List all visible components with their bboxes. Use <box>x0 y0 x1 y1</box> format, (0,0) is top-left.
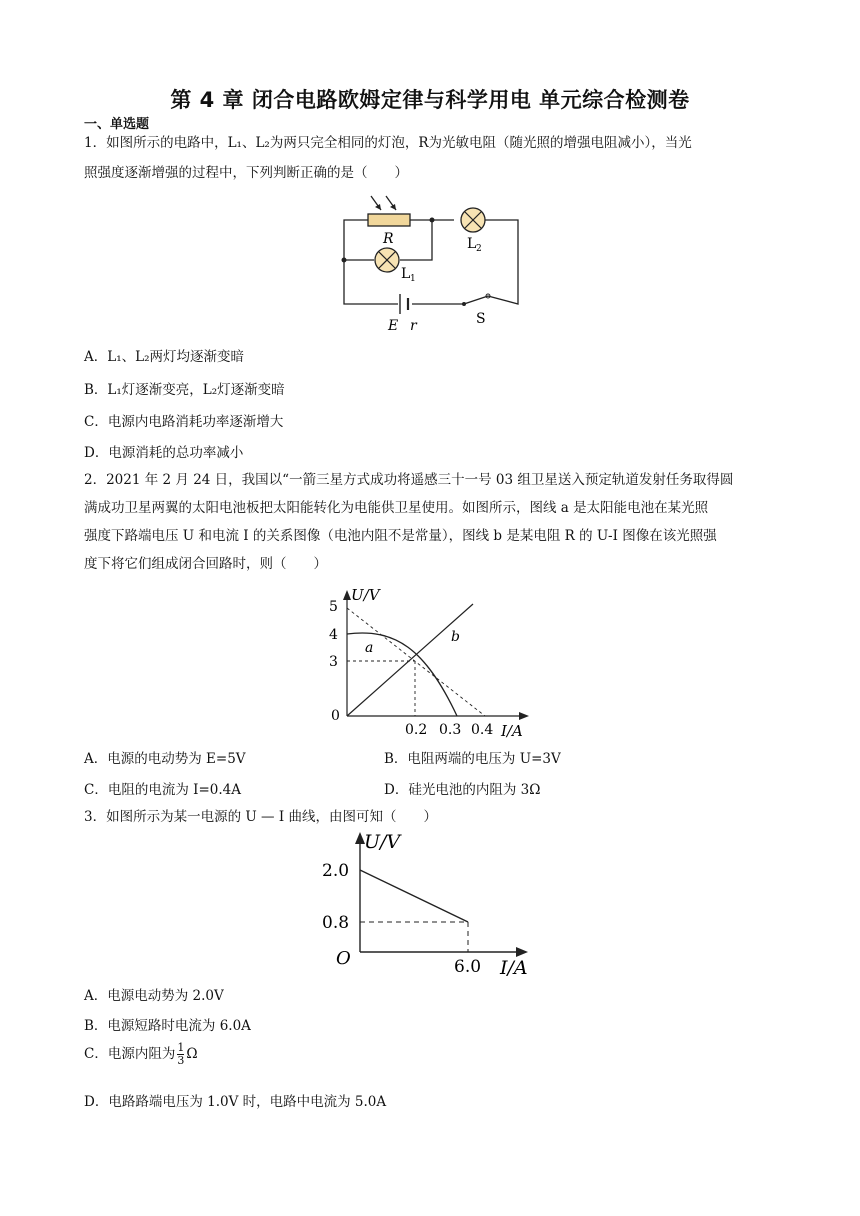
q2-x-axis-label: I/A <box>501 722 523 740</box>
fraction-numerator: 1 <box>177 1041 185 1054</box>
label-l1: L <box>401 266 411 282</box>
lamp-l1-icon <box>375 248 399 272</box>
q2-stem-line4: 度下将它们组成闭合回路时，则（ ） <box>84 556 327 572</box>
q3-option-c-unit: Ω <box>186 1046 198 1062</box>
fraction-denominator: 3 <box>177 1054 185 1067</box>
q3-ui-graph <box>318 828 548 978</box>
label-e: E <box>388 318 399 334</box>
label-l2: L <box>467 236 477 252</box>
photoresistor <box>368 214 410 226</box>
q2-stem-line1: 2．2021 年 2 月 24 日，我国以“一箭三星方式成功将遥感三十一号 03 组卫星送入预定轨道发射任务取得圆 <box>84 472 734 488</box>
q2-x-tick-04: 0.4 <box>471 722 494 738</box>
q3-origin-label: O <box>336 948 351 969</box>
q2-y-tick-4: 4 <box>329 627 338 643</box>
label-l1-sub: 1 <box>410 274 416 284</box>
q3-y-tick-20: 2.0 <box>322 861 350 881</box>
q1-stem-line2: 照强度逐渐增强的过程中，下列判断正确的是（ ） <box>84 165 408 181</box>
q1-option-c: C．电源内电路消耗功率逐渐增大 <box>84 414 284 430</box>
q2-y-tick-3: 3 <box>329 654 338 670</box>
q2-option-a: A．电源的电动势为 E=5V <box>84 751 246 767</box>
q2-curve-a-label: a <box>365 640 374 656</box>
label-l2-sub: 2 <box>476 244 482 254</box>
q3-option-b: B．电源短路时电流为 6.0A <box>84 1018 251 1034</box>
q2-y-axis-label: U/V <box>351 586 380 604</box>
q3-y-tick-08: 0.8 <box>322 913 350 933</box>
lamp-l2-icon <box>461 208 485 232</box>
q3-stem-line1: 3．如图所示为某一电源的 U — I 曲线，由图可知（ ） <box>84 809 437 825</box>
q3-x-axis-label: I/A <box>500 957 528 979</box>
q1-circuit-diagram <box>330 188 530 338</box>
q2-y-tick-5: 5 <box>329 599 338 615</box>
q2-option-b: B．电阻两端的电压为 U=3V <box>384 751 561 767</box>
q1-stem-line1: 1．如图所示的电路中，L₁、L₂为两只完全相同的灯泡，R为光敏电阻（随光照的增强电阻减小），当光 <box>84 135 692 151</box>
page-title: 第 4 章 闭合电路欧姆定律与科学用电 单元综合检测卷 <box>170 88 690 112</box>
q3-option-c-prefix: C．电源内阻为 <box>84 1046 176 1062</box>
q2-ui-graph <box>325 588 535 738</box>
q2-curve-b-label: b <box>451 629 460 645</box>
q1-option-a: A．L₁、L₂两灯均逐渐变暗 <box>84 349 245 365</box>
q2-stem-line3: 强度下路端电压 U 和电流 I 的关系图像（电池内阻不是常量），图线 b 是某电阻 R 的 U-I 图像在该光照强 <box>84 528 717 544</box>
label-r: R <box>383 231 394 247</box>
q3-option-c-fraction <box>177 1042 184 1067</box>
q3-y-axis-label: U/V <box>364 831 401 853</box>
q2-option-c: C．电阻的电流为 I=0.4A <box>84 782 241 798</box>
q3-option-d: D．电路路端电压为 1.0V 时，电路中电流为 5.0A <box>84 1094 387 1110</box>
q2-x-tick-02: 0.2 <box>405 722 428 738</box>
q1-option-d: D．电源消耗的总功率减小 <box>84 445 244 461</box>
section-heading: 一、单选题 <box>84 117 150 132</box>
q1-option-b: B．L₁灯逐渐变亮，L₂灯逐渐变暗 <box>84 382 285 398</box>
q3-x-tick-60: 6.0 <box>454 957 482 977</box>
q2-origin-label: 0 <box>331 708 340 724</box>
q2-option-d: D．硅光电池的内阻为 3Ω <box>384 782 541 798</box>
q2-x-tick-03: 0.3 <box>439 722 462 738</box>
label-s: S <box>476 311 486 327</box>
q3-option-a: A．电源电动势为 2.0V <box>84 988 224 1004</box>
q2-stem-line2: 满成功卫星两翼的太阳电池板把太阳能转化为电能供卫星使用。如图所示，图线 a 是太阳能电池在某光照 <box>84 500 709 516</box>
q3-option-c <box>84 1042 198 1067</box>
label-r-internal: r <box>410 318 417 334</box>
